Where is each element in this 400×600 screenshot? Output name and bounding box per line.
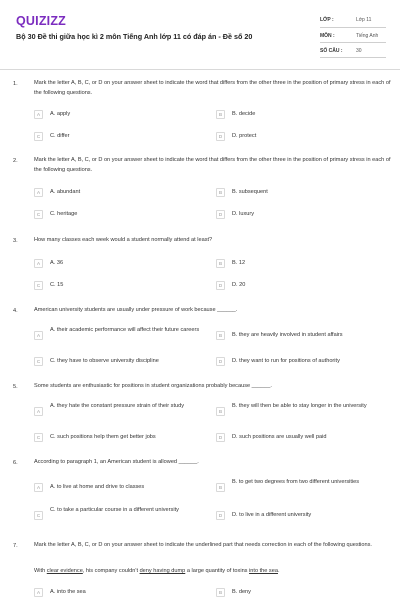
meta-question-count (320, 45, 386, 57)
option-letter-box: D (216, 210, 225, 219)
option-c[interactable] (34, 208, 204, 222)
option-letter-box: C (34, 132, 43, 141)
sentence-part: , his company couldn't (82, 568, 140, 574)
option-letter-box: A (34, 259, 43, 268)
option-letter-box: A (34, 331, 43, 340)
question-number: 4. (13, 308, 18, 314)
option-text: B. they are heavily involved in student affairs (232, 332, 343, 338)
option-text: A. into the sea (50, 589, 86, 595)
option-text: B. they will then be able to stay longer in the university (232, 403, 367, 409)
option-d[interactable] (216, 130, 386, 144)
option-text: B. to get two degrees from two different universities (232, 479, 360, 485)
option-text: C. to take a particular course in a different university (50, 507, 179, 513)
option-text: B. subsequent (232, 189, 268, 195)
option-letter-box: B (216, 259, 225, 268)
option-text: B. 12 (232, 260, 246, 266)
meta-subject-value: Tiếng Anh (356, 33, 379, 39)
option-b[interactable] (216, 108, 386, 122)
question-text: American university students are usually under pressure of work because ______. (34, 307, 238, 313)
meta-subject (320, 30, 386, 42)
option-text: D. protect (232, 133, 257, 139)
meta-grade (320, 14, 386, 26)
option-text: D. they want to run for positions of authority (232, 358, 340, 364)
underlined-part-a: clear evidence (46, 568, 83, 574)
question-text: Some students are enthusiastic for positions in student organizations probably because ______. (34, 383, 272, 389)
question-number: 1. (13, 81, 18, 87)
option-d[interactable] (216, 279, 386, 293)
option-text: C. 15 (50, 282, 64, 288)
option-b[interactable] (216, 478, 394, 498)
option-letter-box: B (216, 407, 225, 416)
sentence-part: a large quantity of toxins (185, 568, 250, 574)
question-text: Mark the letter A, B, C, or D on your answer sheet to indicate the word that differs from the other three in the position of primary stress in each of the following questions. (34, 80, 391, 96)
option-letter-box: C (34, 357, 43, 366)
option-text: C. heritage (50, 211, 78, 217)
option-text: C. they have to observe university discipline (50, 358, 159, 364)
option-letter-box: A (34, 407, 43, 416)
option-text: D. to live in a different university (232, 512, 312, 518)
option-text: D. 20 (232, 282, 246, 288)
option-letter-box: B (216, 188, 225, 197)
option-c[interactable] (34, 431, 212, 445)
option-text: A. 36 (50, 260, 64, 266)
option-b[interactable] (216, 329, 394, 343)
meta-divider (320, 42, 386, 43)
sentence-part: . (277, 568, 280, 574)
option-b[interactable] (216, 402, 394, 422)
meta-count-label: SỐ CÂU : (320, 48, 343, 54)
option-a[interactable] (34, 257, 204, 271)
question-text: Mark the letter A, B, C, or D on your answer sheet to indicate the underlined part that needs correction in each of the following questions. (34, 542, 372, 548)
meta-count-value: 30 (356, 48, 362, 54)
option-letter-box: C (34, 511, 43, 520)
option-d[interactable] (216, 355, 394, 369)
option-a[interactable] (34, 586, 204, 600)
question-number: 6. (13, 460, 18, 466)
option-letter-box: A (34, 110, 43, 119)
option-text: C. differ (50, 133, 70, 139)
option-text: A. apply (50, 111, 71, 117)
option-c[interactable] (34, 506, 204, 526)
question-number: 2. (13, 158, 18, 164)
option-letter-box: D (216, 357, 225, 366)
question-sentence (34, 567, 394, 577)
option-c[interactable] (34, 355, 212, 369)
option-letter-box: D (216, 132, 225, 141)
question-text: How many classes each week would a student normally attend at least? (34, 237, 213, 243)
question-text: Mark the letter A, B, C, or D on your answer sheet to indicate the word that differs from the other three in the position of primary stress in each of the following questions. (34, 157, 391, 173)
meta-subject-label: MÔN : (320, 33, 335, 39)
page-title: Bộ 30 Đề thi giữa học kì 2 môn Tiếng Anh lớp 11 có đáp án - Đề số 20 (16, 32, 253, 41)
question-number: 5. (13, 384, 18, 390)
underlined-part-b: deny having dump (139, 568, 186, 574)
meta-grade-value: Lớp 11 (356, 17, 372, 23)
option-text: C. such positions help them get better jobs (50, 434, 156, 440)
option-c[interactable] (34, 130, 204, 144)
meta-divider (320, 57, 386, 58)
option-letter-box: D (216, 281, 225, 290)
sentence-part: With (34, 568, 47, 574)
quizizz-logo: QUIZIZZ (16, 14, 67, 28)
option-text: D. luxury (232, 211, 255, 217)
option-letter-box: A (34, 588, 43, 597)
option-a[interactable] (34, 326, 204, 346)
option-b[interactable] (216, 186, 386, 200)
option-a[interactable] (34, 108, 204, 122)
option-a[interactable] (34, 186, 204, 200)
option-text: D. such positions are usually well paid (232, 434, 327, 440)
option-d[interactable] (216, 431, 394, 445)
option-letter-box: A (34, 483, 43, 492)
option-text: A. to live at home and drive to classes (50, 484, 145, 490)
question-number: 7. (13, 543, 18, 549)
option-letter-box: C (34, 210, 43, 219)
option-d[interactable] (216, 208, 386, 222)
option-letter-box: B (216, 483, 225, 492)
question-text: According to paragraph 1, an American student is allowed ______. (34, 459, 199, 465)
option-text: A. their academic performance will affect their future careers (50, 327, 200, 333)
meta-divider (320, 27, 386, 28)
option-b[interactable] (216, 586, 386, 600)
worksheet-header (0, 0, 400, 68)
option-letter-box: B (216, 331, 225, 340)
option-text: A. abundant (50, 189, 81, 195)
option-b[interactable] (216, 257, 386, 271)
option-letter-box: C (34, 433, 43, 442)
underlined-part-c: into the sea (249, 568, 278, 574)
option-a[interactable] (34, 481, 212, 495)
option-text: B. decide (232, 111, 256, 117)
option-letter-box: B (216, 588, 225, 597)
option-c[interactable] (34, 279, 204, 293)
option-letter-box: C (34, 281, 43, 290)
header-divider (0, 69, 400, 70)
option-letter-box: A (34, 188, 43, 197)
option-text: A. they hate the constant pressure strain of their study (50, 403, 185, 409)
option-a[interactable] (34, 402, 204, 422)
option-d[interactable] (216, 509, 394, 523)
option-text: B. deny (232, 589, 251, 595)
question-number: 3. (13, 238, 18, 244)
meta-grade-label: LỚP : (320, 17, 334, 23)
option-letter-box: D (216, 511, 225, 520)
option-letter-box: D (216, 433, 225, 442)
option-letter-box: B (216, 110, 225, 119)
